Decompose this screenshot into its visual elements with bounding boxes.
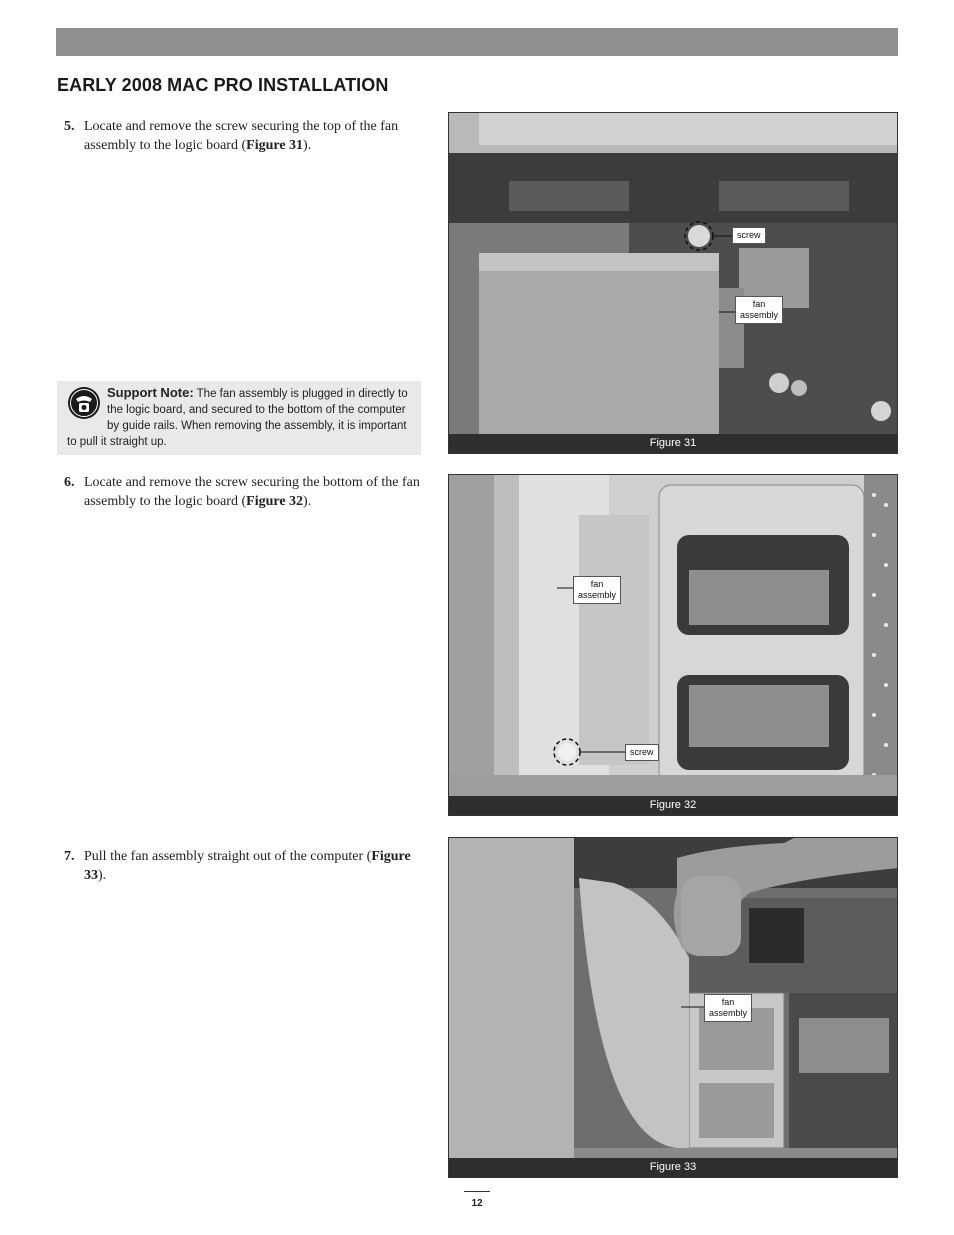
figure-reference: Figure 31	[246, 138, 304, 153]
figure-32-photo	[449, 475, 898, 798]
callout-fan-assembly: fan assembly	[735, 296, 783, 324]
figure-32	[448, 474, 898, 816]
callout-fan-assembly: fan assembly	[704, 994, 752, 1022]
step-text: Pull the fan assembly straight out of the computer (Figure 33).	[84, 849, 411, 883]
step-7	[64, 847, 424, 885]
step-number: 6.	[64, 475, 75, 490]
support-note	[57, 381, 421, 455]
support-note-text: The fan assembly is plugged in directly to the logic board, and secured to the bottom of the computer by guide rails. When removing the assembly, it is important to pull it straight up.	[67, 388, 408, 448]
figure-33	[448, 837, 898, 1178]
callout-fan-assembly: fan assembly	[573, 576, 621, 604]
figure-33-photo	[449, 838, 898, 1160]
figure-33-caption: Figure 33	[449, 1158, 897, 1177]
telephone-icon	[67, 386, 101, 420]
figure-31	[448, 112, 898, 454]
figure-31-caption: Figure 31	[449, 434, 897, 453]
figure-reference: Figure 33	[84, 849, 411, 883]
step-5	[64, 117, 424, 155]
step-number: 5.	[64, 119, 75, 134]
page-number: 12	[471, 1198, 483, 1209]
step-text: Locate and remove the screw securing the bottom of the fan assembly to the logic board (Figure 32).	[84, 475, 420, 509]
step-text: Locate and remove the screw securing the top of the fan assembly to the logic board (Figure 31).	[84, 119, 399, 153]
section-title: EARLY 2008 MAC PRO INSTALLATION	[57, 75, 389, 95]
step-6	[64, 473, 424, 511]
figure-reference: Figure 32	[246, 494, 304, 509]
step-number: 7.	[64, 849, 75, 864]
support-note-title: Support Note:	[107, 385, 194, 400]
figure-32-caption: Figure 32	[449, 796, 897, 815]
header-bar	[56, 28, 898, 56]
page-number-rule	[464, 1191, 490, 1192]
callout-screw: screw	[625, 744, 659, 761]
callout-screw: screw	[732, 227, 766, 244]
figure-31-photo	[449, 113, 898, 436]
